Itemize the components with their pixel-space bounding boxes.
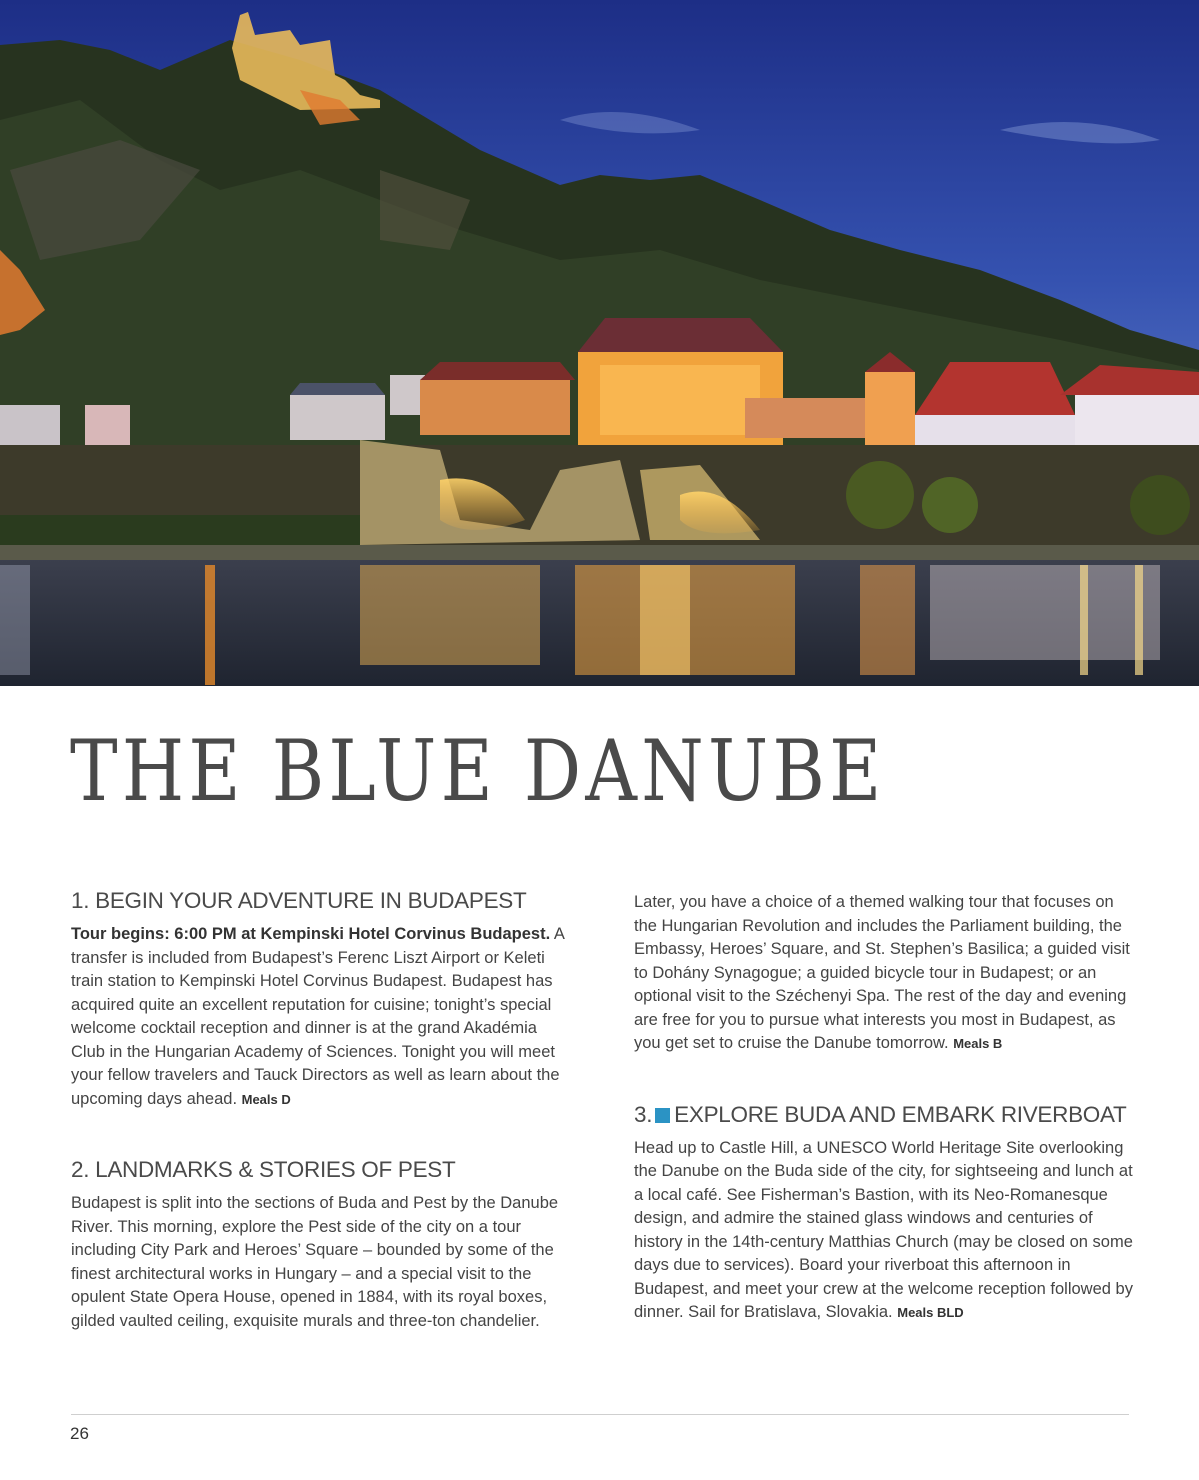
- section-lead: Tour begins: 6:00 PM at Kempinski Hotel Corvinus Budapest.: [71, 925, 551, 943]
- section-heading: 2. LANDMARKS & STORIES OF PEST: [71, 1157, 456, 1182]
- section-heading: [634, 1102, 1134, 1128]
- hero-photo: [0, 0, 1199, 686]
- page-title: THE BLUE DANUBE: [70, 722, 886, 820]
- footer-divider: [71, 1414, 1129, 1415]
- meals-label: Meals B: [953, 1036, 1003, 1051]
- section-number: 3.: [634, 1101, 653, 1127]
- section-text: Head up to Castle Hill, a UNESCO World Heritage Site overlooking the Danube on the Buda side of the city, for sightseeing and lunch at a local café. See Fisherman’s Bastion, with its Neo-Romanesque design, and admire the stained glass windows and centuries of history in the 14th-century Matthias Church (may be closed on some days due to services). Board your riverboat this afternoon in Budapest, and meet your crew at the welcome reception followed by dinner. Sail for Bratislava, Slovakia.: [634, 1138, 1133, 1321]
- section-text: Later, you have a choice of a themed walking tour that focuses on the Hungarian Revolution and includes the Parliament building, the Embassy, Heroes’ Square, and St. Stephen’s Basilica; a guided visit to Dohány Synagogue; a guided bicycle tour in Budapest; or an optional visit to the Széchenyi Spa. The rest of the day and evening are free for you to pursue what interests you most in Budapest, as you get set to cruise the Danube tomorrow.: [634, 893, 1130, 1052]
- section-body: [71, 923, 571, 1111]
- section-title: EXPLORE BUDA AND EMBARK RIVERBOAT: [674, 1101, 1127, 1127]
- section-body: [634, 891, 1134, 1056]
- section-body: [71, 1192, 571, 1333]
- section-text: A transfer is included from Budapest’s Ferenc Liszt Airport or Keleti train station to Kempinski Hotel Corvinus Budapest. Budapest has acquired quite an excellent reputation for cuisine; tonight’s special welcome cocktail reception and dinner is at the grand Akadémia Club in the Hungarian Academy of Sciences. Tonight you will meet your fellow travelers and Tauck Directors as well as learn about the upcoming days ahead.: [71, 925, 564, 1108]
- section-text: Budapest is split into the sections of Buda and Pest by the Danube River. This morning, explore the Pest side of the city on a tour including City Park and Heroes’ Square – bounded by some of the finest architectural works in Hungary – and a special visit to the opulent State Opera House, opened in 1884, with its royal boxes, gilded vaulted ceiling, exquisite murals and three-ton chandelier.: [71, 1194, 559, 1330]
- section-body: [634, 1137, 1134, 1325]
- section-3: [634, 1102, 1134, 1325]
- section-2-continued: [634, 891, 1134, 1056]
- meals-label: Meals BLD: [897, 1305, 964, 1320]
- right-column: [634, 891, 1134, 1325]
- page-number: 26: [70, 1424, 89, 1443]
- section-1: [71, 888, 571, 1111]
- meals-label: Meals D: [241, 1091, 291, 1107]
- section-heading: 1. BEGIN YOUR ADVENTURE IN BUDAPEST: [71, 888, 527, 913]
- section-2: [71, 1157, 571, 1333]
- left-column: [71, 888, 571, 1333]
- square-bullet-icon: [655, 1108, 670, 1123]
